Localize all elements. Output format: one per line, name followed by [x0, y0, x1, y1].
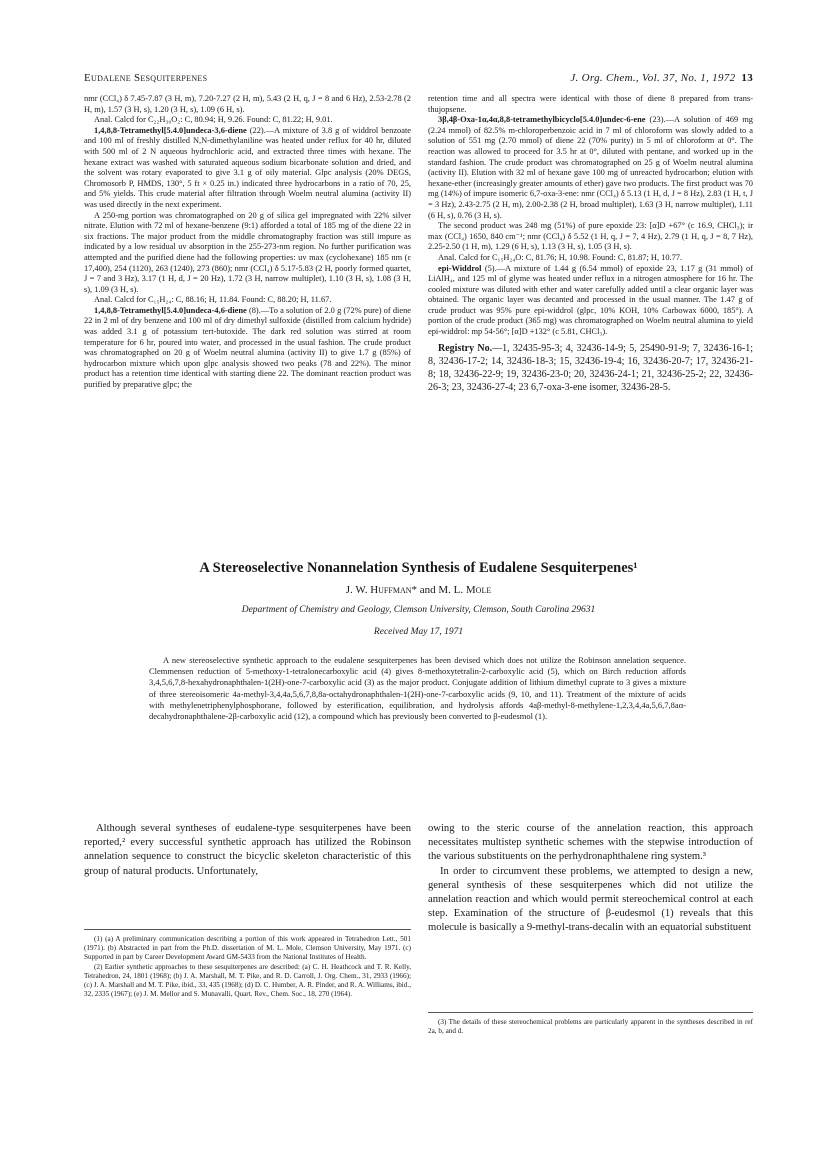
- experimental-paragraph: [428, 115, 753, 221]
- author-affiliation: Department of Chemistry and Geology, Clemson University, Clemson, South Carolina 29631: [241, 605, 596, 615]
- paragraph-text: (5).—A mixture of 1.44 g (6.54 mmol) of epoxide 23, 1.17 g (31 mmol) of LiAlH₄, and 125 ml of glyme was heated under reflux in a nitrogen atmosphere for 16 hr. The cooled mixture was diluted with ether and water carefully added until a clear organic layer was obtained. The organic layer was decanted and processed in the usual manner. The 1.47 g of crude product was 95% pure epi-widdrol (glpc, 10% KOH, 10% Carbowax 6000, 185°). A portion of the crude product (365 mg) was chromatographed on Woelm neutral alumina to yield epi-widdrol: mp 54-56°; [α]D +132° (c 5.81, CHCl₃).: [428, 263, 753, 337]
- section-heading: epi-Widdrol: [438, 263, 482, 273]
- experimental-right-column: [428, 94, 753, 394]
- page-number: 13: [741, 72, 753, 84]
- section-heading: 1,4,8,8-Tetramethyl[5.4.0]undeca-4,6-diene: [94, 305, 247, 315]
- experimental-paragraph: [84, 94, 411, 115]
- running-head-citation: [570, 72, 753, 84]
- footnotes-left: [84, 935, 411, 999]
- footnote: (2) Earlier synthetic approaches to these sesquiterpenes are described: (a) C. H. Heathcock and T. R. Kelly, Tetrahedron, 24, 1801 (1968); (b) J. A. Marshall, M. T. Pike, and R. D. Carroll, J. Org. Chem., 31, 2933 (1966); (c) J. A. Marshall and M. T. Pike, ibid., 33, 435 (1968); (d) D. C. Humber, A. R. Pinder, and R. A. Williams, ibid., 32, 2335 (1967); (e) J. M. Mellor and S. Munavalli, Quart. Rev., Chem. Soc., 18, 270 (1964).: [84, 962, 411, 999]
- paragraph-text: retention time and all spectra were identical with those of diene 8 prepared from trans-thujopsene.: [428, 94, 753, 114]
- article-authors: [84, 584, 753, 596]
- article-abstract: A new stereoselective synthetic approach to the eudalene sesquiterpenes has been devised which does not utilize the Robinson annelation sequence. Clemmensen reduction of 5-methoxy-1-tetralonecarboxylic acid (4) gives 8-methoxytetralin-2-carboxylic acid (5), which on Birch reduction affords 3,4,5,6,7,8-hexahydronaphthalen-1(2H)-one-7-carboxylic acid (3) as the major product. Conjugate addition of lithium dimethyl cuprate to 3 gives a mixture of three stereoisomeric 4a-methyl-3,4,4a,5,6,7,8,8a-octahydronaphthalen-1(2H)-one-7-carboxylic acids (9, 10, and 11). Treatment of the mixture of acids with methylenetriphenylphosphorane, followed by esterification, equilibration, and hydrolysis affords 4aβ-methyl-8-methylene-1,2,3,4,4a,5,6,7,8aα-decahydronaphthalene-2β-carboxylic acid (12), a compound which has previously been converted to β-eudesmol (1).: [149, 655, 686, 722]
- received-date: Received May 17, 1971: [373, 627, 464, 637]
- paragraph-text: —1, 32435-95-3; 4, 32436-14-9; 5, 25490-91-9; 7, 32436-16-1; 8, 32436-17-2; 14, 32436-18-3; 15, 32436-19-4; 16, 32436-20-7; 17, 32436-21-8; 18, 32436-22-9; 19, 32436-23-0; 20, 32436-24-1; 21, 32436-25-2; 22, 32436-26-3; 23, 32436-27-4; 23 6,7-oxa-3-ene isomer, 32436-28-5.: [428, 342, 753, 393]
- experimental-paragraph: [428, 264, 753, 338]
- section-heading: 3β,4β-Oxa-1α,4α,8,8-tetramethylbicyclo[5.4.0]undec-6-ene: [438, 115, 646, 125]
- experimental-left-column: [84, 94, 411, 391]
- running-head: [84, 72, 753, 88]
- paragraph-text: (23).—A solution of 469 mg (2.24 mmol) of 82.5% m-chloroperbenzoic acid in 7 ml of chloroform was slowly added to a solution of 551 mg (2.70 mmol) of diene 22 (70% purity) in 5 ml of chloroform at 0°. The reaction was allowed to proceed for 3.5 hr at 0°, diluted with pentane, and worked up in the standard fashion. The crude product was chromatographed on 25 g of Woelm neutral alumina (activity II). Elution with 32 ml of hexane gave 100 mg of unreacted hydrocarbon; elution with hexane-ether (increasingly greater amounts of ether) gave two products. The first product was 70 mg (14%) of impure isomeric 6,7-oxa-3-ene: nmr (CCl₄) δ 5.13 (1 H, d, J = 8 Hz), 2.83 (1 H, t, J = 3 Hz), 2.43-2.75 (2 H, m), 2.00-2.38 (2 H, broad multiplet), 1.63 (3 H, narrow multiplet), 1.11 (6 H, s), 0.76 (3 H, s).: [428, 115, 753, 220]
- experimental-paragraph: [84, 295, 411, 306]
- paragraph-text: A 250-mg portion was chromatographed on 20 g of silica gel impregnated with 22% silver nitrate. Elution with 72 ml of hexane-benzene (9:1) afforded a total of 185 mg of the diene 22 in six fractions. The major product from the middle chromatography fraction was still impure as indicated by a low residual uv absorption in the 255-273-nm region. No further purification was attempted and the purified diene had the following properties: uv max (cyclohexane) 185 nm (ε 17,400), 254 (1120), 263 (1240), 273 (860); nmr (CCl₄) δ 5.17-5.83 (2 H, poorly formed quartet, J = 7 and 3 Hz), 3.17 (1 H, d, J = 20 Hz), 1.72 (3 H, narrow multiplet), 1.10 (3 H, s), 1.08 (3 H, s), 1.09 (3 H, s).: [84, 210, 411, 294]
- body-paragraph: Although several syntheses of eudalene-type sesquiterpenes have been reported,² every successful synthetic approach has utilized the Robinson annelation sequence to construct the bicyclic skeleton characteristic of this group of natural products. Unfortunately,: [84, 823, 411, 877]
- experimental-paragraph: [84, 211, 411, 296]
- experimental-paragraph: [428, 253, 753, 264]
- experimental-paragraph: [428, 94, 753, 115]
- body-left-column: [84, 822, 411, 879]
- footnotes-right: [428, 1018, 753, 1036]
- running-head-title: Eudalene Sesquiterpenes: [84, 72, 208, 84]
- section-heading: 1,4,8,8-Tetramethyl[5.4.0]undeca-3,6-diene: [94, 125, 247, 135]
- experimental-paragraph: [84, 126, 411, 211]
- paragraph-text: nmr (CCl₄) δ 7.45-7.87 (3 H, m), 7.20-7.27 (2 H, m), 5.43 (2 H, q, J = 8 and 6 Hz), 2.53-2.78 (2 H, m), 1.57 (3 H, s), 1.20 (3 H, s), 1.09 (6 H, s).: [84, 94, 411, 114]
- author-mole: M. L. Mole: [438, 584, 492, 596]
- experimental-paragraph: [428, 221, 753, 253]
- author-huffman: J. W. Huffman*: [345, 584, 417, 596]
- journal-citation: J. Org. Chem., Vol. 37, No. 1, 1972: [570, 72, 736, 84]
- paragraph-text: (8).—To a solution of 2.0 g (72% pure) of diene 22 in 2 ml of dry benzene and 100 ml of dry dimethyl sulfoxide (distilled from calcium hydride) was added 3.1 g of potassium tert-butoxide. The dark red solution was stirred at room temperature for 6 hr, poured into water, and processed in the usual fashion. The crude product was chromatographed on 20 g of Woelm neutral alumina (activity II) to give 1.7 g (85%) of hydrocarbon mixture which upon glpc analysis showed two peaks (78 and 22%). The minor product has a retention time identical with starting diene 22. The dominant reaction product was purified by preparative glpc; the: [84, 305, 411, 390]
- experimental-paragraph: [428, 342, 753, 394]
- paragraph-text: The second product was 248 mg (51%) of pure epoxide 23: [α]D +67° (c 16.9, CHCl₃); ir max (CCl₄) 1650, 840 cm⁻¹; nmr (CCl₄) δ 5.52 (1 H, q, J = 7, 4 Hz), 2.79 (1 H, q, J = 8, 7 Hz), 2.25-2.50 (1 H, m), 1.29 (6 H, s), 1.13 (3 H, s), 1.05 (3 H, s).: [428, 221, 753, 252]
- paragraph-text: Anal. Calcd for C₁₅H₂₄O: C, 81.76; H, 10.98. Found: C, 81.87; H, 10.77.: [438, 252, 683, 262]
- footnote-rule-left: [84, 929, 411, 930]
- experimental-paragraph: [84, 115, 411, 126]
- footnote-rule-right: [428, 1012, 753, 1013]
- body-paragraph: owing to the steric course of the annelation reaction, this approach necessitates multistep synthetic schemes with the stepwise introduction of the various substituents on the perhydronaphthalene ring system.³: [428, 823, 753, 863]
- footnote: (1) (a) A preliminary communication describing a portion of this work appeared in Tetrahedron Lett., 501 (1971). (b) Abstracted in part from the Ph.D. dissertation of M. L. Mole, Clemson University, May 1971. (c) Supported in part by Career Development Award GM-5433 from the National Institutes of Health.: [84, 935, 411, 962]
- footnote: (3) The details of these stereochemical problems are particularly apparent in the syntheses described in ref 2a, b, and d.: [428, 1018, 753, 1036]
- authors-conjunction: and: [417, 584, 439, 596]
- paragraph-text: Anal. Calcd for C₂₂H₃₀O₂: C, 80.94; H, 9.26. Found: C, 81.22; H, 9.01.: [94, 115, 333, 125]
- article-title: A Stereoselective Nonannelation Synthesis of Eudalene Sesquiterpenes¹: [199, 560, 638, 576]
- paragraph-text: Anal. Calcd for C₁₅H₂₄: C, 88.16; H, 11.84. Found: C, 88.20; H, 11.67.: [94, 295, 332, 305]
- experimental-paragraph: [84, 306, 411, 391]
- body-right-column: [428, 822, 753, 936]
- section-heading: Registry No.: [438, 342, 493, 354]
- paragraph-text: (22).—A mixture of 3.8 g of widdrol benzoate and 100 ml of freshly distilled N,N-dimethylaniline was heated under reflux for 40 hr, diluted with 500 ml of 2 N aqueous hydrochloric acid, and extracted three times with hexane. The hexane extract was washed with saturated aqueous sodium bicarbonate solution and dried, and the solvent was rotary evaporated to give 3.1 g of oily material. Glpc analysis (20% DEGS, Chromosorb P, HMDS, 130°, 5 ft × 0.25 in.) indicated three hydrocarbons in a ratio of 70, 25, and 5% yields. This crude material after filtration through Woelm neutral alumina (activity II) was used directly in the next experiment.: [84, 125, 411, 209]
- body-paragraph: In order to circumvent these problems, we attempted to design a new, general synthesis of these sesquiterpenes which did not utilize the annelation reaction and which would permit stereochemical control at each step. Examination of the structure of β-eudesmol (1) reveals that this molecule is basically a 9-methyl-trans-decalin with an equatorial substituent: [428, 865, 753, 934]
